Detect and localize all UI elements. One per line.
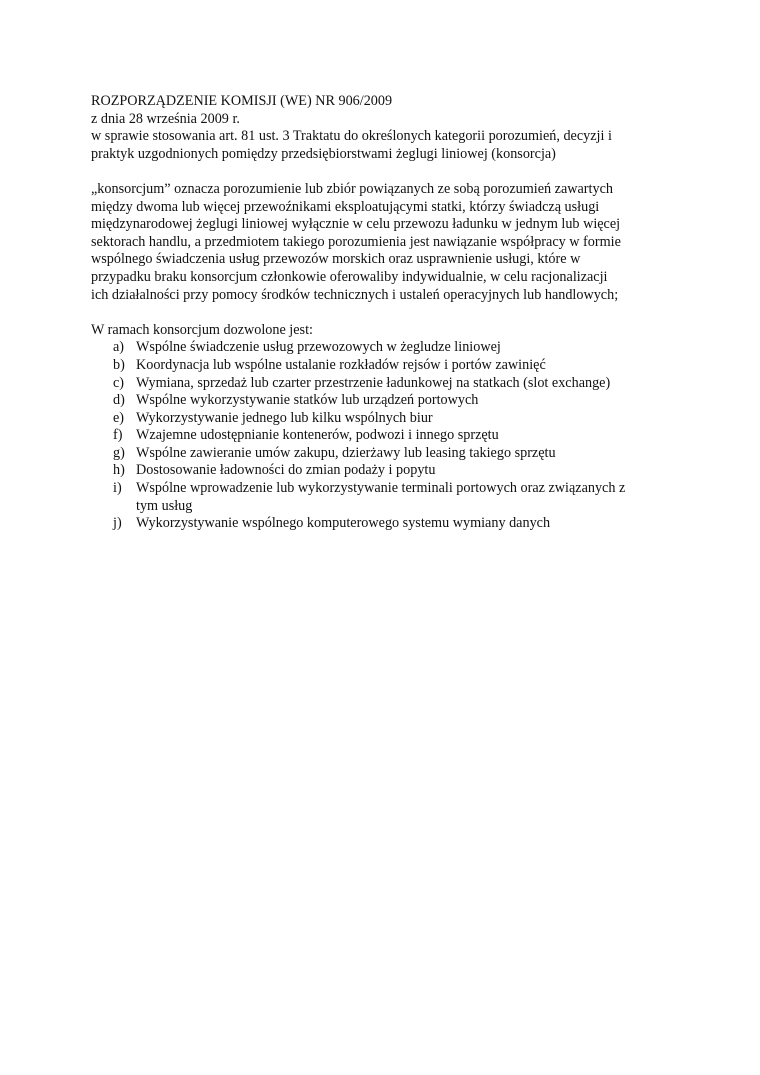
list-item-text: Wymiana, sprzedaż lub czarter przestrzenie ładunkowej na statkach (slot exchange) [136,374,611,391]
definition-line: między dwoma lub więcej przewoźnikami eksploatującymi statki, którzy świadczą usługi [91,198,600,215]
list-item [91,515,676,533]
list-item [91,357,676,375]
list-item [91,375,676,393]
list-marker: j) [113,515,122,532]
list-item-text: Wspólne zawieranie umów zakupu, dzierżawy lub leasing takiego sprzętu [136,444,556,461]
paragraph-gap [91,304,676,322]
list-item [91,392,676,410]
definition-paragraph [91,181,676,304]
list-marker: e) [113,409,125,426]
document-title: ROZPORZĄDZENIE KOMISJI (WE) NR 906/2009 [91,93,393,109]
document-page [91,93,676,533]
definition-line: ich działalności przy pomocy środków technicznych i ustaleń operacyjnych lub handlowych; [91,286,619,303]
definition-line: sektorach handlu, a przedmiotem takiego porozumienia jest nawiązanie współpracy w formie [91,233,621,250]
definition-line: „konsorcjum” oznacza porozumienie lub zbiór powiązanych ze sobą porozumień zawartych [91,180,613,197]
document-subject-line-1: w sprawie stosowania art. 81 ust. 3 Traktatu do określonych kategorii porozumień, decyzji i [91,128,612,145]
definition-line: wspólnego świadczenia usług przewozów morskich oraz usprawnienie usługi, które w [91,251,581,268]
list-item-text: Wzajemne udostępnianie kontenerów, podwozi i innego sprzętu [136,427,499,444]
list-item-text: Wspólne wprowadzenie lub wykorzystywanie terminali portowych oraz związanych z [136,480,626,497]
document-subject-line-2: praktyk uzgodnionych pomiędzy przedsiębiorstwami żeglugi liniowej (konsorcja) [91,145,556,162]
list-marker: d) [113,392,125,409]
list-item-text: Wspólne świadczenie usług przewozowych w żegludze liniowej [136,339,501,356]
list-item-text: Koordynacja lub wspólne ustalanie rozkładów rejsów i portów zawinięć [136,356,546,373]
list-item [91,427,676,445]
definition-line: międzynarodowej żeglugi liniowej wyłącznie w celu przewozu ładunku w jednym lub więcej [91,216,621,233]
list-marker: f) [113,427,123,444]
list-marker: h) [113,462,125,479]
list-item-text: Wspólne wykorzystywanie statków lub urządzeń portowych [136,392,479,409]
list-marker: b) [113,356,125,373]
document-header [91,93,676,163]
list-item [91,480,676,515]
list-marker: a) [113,339,125,356]
list-item-text: Wykorzystywanie jednego lub kilku wspólnych biur [136,409,433,426]
list-marker: g) [113,444,125,461]
list-marker: c) [113,374,125,391]
definition-line: przypadku braku konsorcjum członkowie oferowaliby indywidualnie, w celu racjonalizacji [91,268,608,285]
list-item [91,462,676,480]
list-item [91,339,676,357]
allowed-intro: W ramach konsorcjum dozwolone jest: [91,321,313,338]
list-marker: i) [113,480,122,497]
list-item [91,445,676,463]
paragraph-gap [91,163,676,181]
list-item-text: Dostosowanie ładowności do zmian podaży i popytu [136,462,436,479]
list-item-text: Wykorzystywanie wspólnego komputerowego systemu wymiany danych [136,515,551,532]
list-item [91,410,676,428]
document-date: z dnia 28 września 2009 r. [91,110,240,127]
list-item-text-continued: tym usług [136,497,193,514]
allowed-list [91,339,676,533]
allowed-section [91,322,676,533]
